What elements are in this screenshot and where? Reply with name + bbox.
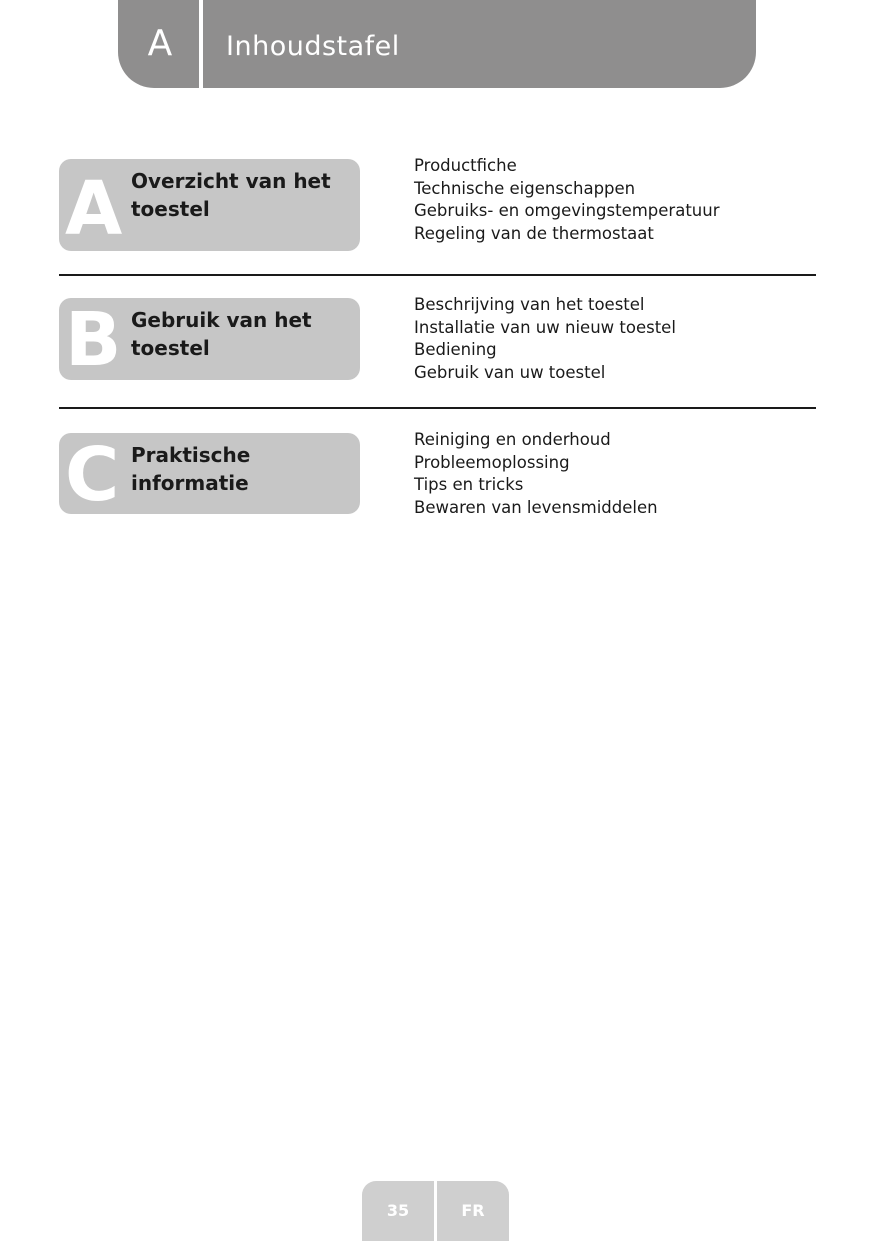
section-c-box bbox=[59, 433, 360, 514]
toc-item[interactable]: Beschrijving van het toestel bbox=[414, 295, 645, 314]
section-a-title: Overzicht van het toestel bbox=[131, 169, 331, 221]
section-b-letter: B bbox=[65, 298, 122, 380]
page-number: 35 bbox=[362, 1181, 434, 1241]
header-tab bbox=[118, 0, 756, 88]
toc-item[interactable]: Regeling van de thermostaat bbox=[414, 223, 654, 243]
section-b-box bbox=[59, 298, 360, 380]
toc-item[interactable]: Bediening bbox=[414, 340, 497, 360]
toc-item[interactable]: Technische eigenschappen bbox=[414, 178, 636, 198]
toc-item[interactable]: Gebruik van uw toestel bbox=[414, 362, 606, 382]
toc-item[interactable]: Productfiche bbox=[414, 156, 517, 175]
toc-item[interactable]: Probleemoplossing bbox=[414, 452, 570, 472]
section-b-title: Gebruik van het toestel bbox=[131, 308, 312, 360]
toc-item[interactable]: Tips en tricks bbox=[414, 475, 524, 495]
header-section-letter: A bbox=[147, 23, 173, 64]
section-c-title: Praktische informatie bbox=[131, 443, 251, 495]
section-a-contents bbox=[414, 155, 720, 245]
section-a-letter: A bbox=[65, 166, 123, 251]
header-divider bbox=[199, 0, 203, 88]
language-tab: FR bbox=[437, 1181, 509, 1241]
section-c-contents bbox=[414, 429, 658, 519]
section-c-letter: C bbox=[65, 433, 120, 514]
toc-item[interactable]: Gebruiks- en omgevingstemperatuur bbox=[414, 201, 720, 221]
toc-item[interactable]: Reiniging en onderhoud bbox=[414, 430, 611, 449]
toc-item[interactable]: Bewaren van levensmiddelen bbox=[414, 497, 658, 517]
section-b-contents bbox=[414, 294, 676, 384]
section-divider bbox=[59, 407, 816, 409]
section-divider bbox=[59, 274, 816, 276]
toc-item[interactable]: Installatie van uw nieuw toestel bbox=[414, 317, 676, 337]
section-a-box bbox=[59, 159, 360, 251]
page-title: Inhoudstafel bbox=[226, 31, 400, 62]
